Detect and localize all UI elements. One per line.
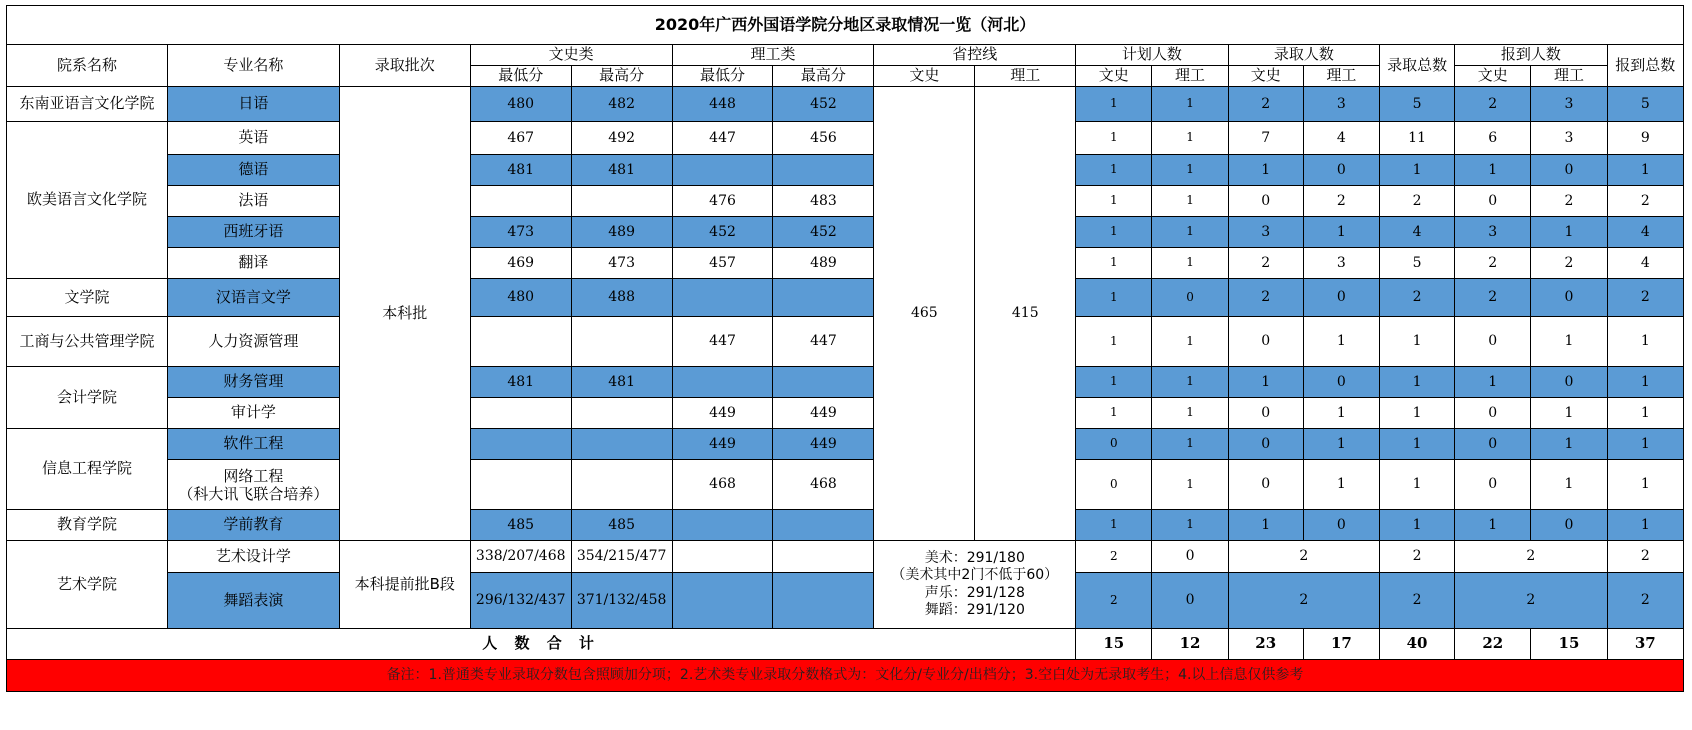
adm-total-cell: 5 (1380, 87, 1455, 122)
adm-lg-cell: 2 (1303, 186, 1379, 217)
rep-lg-cell: 2 (1531, 248, 1607, 279)
table-row (7, 541, 1684, 573)
adm-lg-cell: 1 (1303, 317, 1379, 367)
major-cell: 日语 (168, 87, 340, 122)
table-row (7, 155, 1684, 186)
rep-total-cell: 1 (1607, 398, 1683, 429)
art-control-line-1: 美术：291/180 (924, 549, 1025, 566)
plan-ws-cell: 2 (1076, 541, 1152, 573)
note-row (7, 660, 1684, 692)
rep-total-cell: 2 (1607, 279, 1683, 317)
control-line-ws-cell: 465 (874, 87, 975, 541)
rep-total-cell: 2 (1607, 541, 1683, 573)
table-row (7, 398, 1684, 429)
ws-min-cell (470, 186, 571, 217)
adm-ws-cell: 0 (1228, 460, 1303, 510)
lg-min-cell: 452 (672, 217, 773, 248)
lg-min-cell: 476 (672, 186, 773, 217)
rep-lg-cell: 2 (1531, 186, 1607, 217)
lg-min-cell (672, 573, 773, 629)
plan-lg-cell: 1 (1152, 398, 1228, 429)
lg-max-cell (773, 367, 874, 398)
ws-min-cell: 473 (470, 217, 571, 248)
rep-ws-cell: 0 (1455, 460, 1531, 510)
rep-lg-cell: 0 (1531, 279, 1607, 317)
ws-max-cell (571, 317, 672, 367)
lg-min-cell: 447 (672, 317, 773, 367)
lg-max-cell: 449 (773, 429, 874, 460)
rep-cell: 2 (1455, 573, 1607, 629)
rep-lg-cell: 3 (1531, 122, 1607, 155)
plan-lg-cell: 1 (1152, 217, 1228, 248)
plan-lg-cell: 0 (1152, 279, 1228, 317)
ws-max-cell (571, 186, 672, 217)
plan-lg-cell: 1 (1152, 460, 1228, 510)
adm-total-cell: 4 (1380, 217, 1455, 248)
plan-ws-cell: 1 (1076, 87, 1152, 122)
lg-max-cell: 456 (773, 122, 874, 155)
lg-max-cell: 483 (773, 186, 874, 217)
lg-max-cell: 447 (773, 317, 874, 367)
rep-ws-cell: 0 (1455, 186, 1531, 217)
lg-max-cell (773, 279, 874, 317)
ws-min-cell: 467 (470, 122, 571, 155)
header-adm-lg: 理工 (1303, 66, 1379, 87)
lg-max-cell: 489 (773, 248, 874, 279)
rep-lg-cell: 0 (1531, 155, 1607, 186)
plan-ws-cell: 1 (1076, 155, 1152, 186)
lg-min-cell: 449 (672, 398, 773, 429)
adm-lg-cell: 0 (1303, 279, 1379, 317)
rep-total-cell: 1 (1607, 460, 1683, 510)
ws-max-cell: 492 (571, 122, 672, 155)
adm-total-cell: 5 (1380, 248, 1455, 279)
table-row (7, 573, 1684, 629)
table-row (7, 279, 1684, 317)
major-cell: 英语 (168, 122, 340, 155)
rep-lg-cell: 0 (1531, 510, 1607, 541)
ws-max-cell (571, 398, 672, 429)
lg-min-cell (672, 367, 773, 398)
rep-total-cell: 2 (1607, 573, 1683, 629)
ws-min-cell (470, 429, 571, 460)
lg-min-cell (672, 279, 773, 317)
rep-total-cell: 2 (1607, 186, 1683, 217)
header-major: 专业名称 (168, 45, 340, 87)
college-cell: 艺术学院 (7, 541, 168, 629)
adm-ws-cell: 0 (1228, 398, 1303, 429)
ws-max-cell: 481 (571, 155, 672, 186)
adm-lg-cell: 3 (1303, 248, 1379, 279)
lg-min-cell: 457 (672, 248, 773, 279)
plan-lg-cell: 1 (1152, 87, 1228, 122)
major-cell: 艺术设计学 (168, 541, 340, 573)
total-rep-ws: 22 (1455, 629, 1531, 660)
ws-min-cell: 480 (470, 279, 571, 317)
adm-lg-cell: 1 (1303, 398, 1379, 429)
adm-total-cell: 11 (1380, 122, 1455, 155)
ws-max-cell: 485 (571, 510, 672, 541)
totals-label: 人 数 合 计 (7, 629, 1076, 660)
plan-ws-cell: 1 (1076, 186, 1152, 217)
adm-cell: 2 (1228, 541, 1379, 573)
table-row (7, 460, 1684, 510)
adm-ws-cell: 0 (1228, 186, 1303, 217)
rep-ws-cell: 1 (1455, 510, 1531, 541)
adm-ws-cell: 0 (1228, 317, 1303, 367)
adm-total-cell: 2 (1380, 573, 1455, 629)
major-cell: 法语 (168, 186, 340, 217)
lg-max-cell (773, 573, 874, 629)
adm-ws-cell: 2 (1228, 279, 1303, 317)
major-cell: 软件工程 (168, 429, 340, 460)
adm-lg-cell: 3 (1303, 87, 1379, 122)
ws-min-cell: 485 (470, 510, 571, 541)
college-cell: 工商与公共管理学院 (7, 317, 168, 367)
total-plan-lg: 12 (1152, 629, 1228, 660)
header-admitted: 录取人数 (1228, 45, 1379, 66)
header-lg-max: 最高分 (773, 66, 874, 87)
adm-lg-cell: 0 (1303, 510, 1379, 541)
college-cell: 教育学院 (7, 510, 168, 541)
art-control-line-cell (874, 541, 1076, 629)
total-rep-lg: 15 (1531, 629, 1607, 660)
adm-total-cell: 1 (1380, 398, 1455, 429)
plan-ws-cell: 1 (1076, 398, 1152, 429)
rep-ws-cell: 6 (1455, 122, 1531, 155)
rep-lg-cell: 0 (1531, 367, 1607, 398)
table-title: 2020年广西外国语学院分地区录取情况一览（河北） (7, 6, 1684, 45)
major-cell: 舞蹈表演 (168, 573, 340, 629)
table-row (7, 317, 1684, 367)
header-batch: 录取批次 (339, 45, 470, 87)
lg-max-cell: 452 (773, 217, 874, 248)
rep-ws-cell: 0 (1455, 429, 1531, 460)
note-text: 备注：1.普通类专业录取分数包含照顾加分项；2.艺术类专业录取分数格式为：文化分/专业分/出档分；3.空白处为无录取考生；4.以上信息仅供参考 (7, 660, 1684, 692)
rep-total-cell: 5 (1607, 87, 1683, 122)
admission-table-container (6, 5, 1684, 692)
plan-ws-cell: 1 (1076, 279, 1152, 317)
adm-lg-cell: 4 (1303, 122, 1379, 155)
adm-total-cell: 1 (1380, 155, 1455, 186)
plan-lg-cell: 1 (1152, 317, 1228, 367)
rep-ws-cell: 1 (1455, 367, 1531, 398)
adm-ws-cell: 0 (1228, 429, 1303, 460)
major-cell: 西班牙语 (168, 217, 340, 248)
rep-ws-cell: 3 (1455, 217, 1531, 248)
adm-total-cell: 2 (1380, 279, 1455, 317)
rep-ws-cell: 2 (1455, 248, 1531, 279)
rep-total-cell: 1 (1607, 510, 1683, 541)
header-plan: 计划人数 (1076, 45, 1228, 66)
college-cell: 欧美语言文化学院 (7, 122, 168, 279)
header-plan-ws: 文史 (1076, 66, 1152, 87)
rep-total-cell: 1 (1607, 367, 1683, 398)
lg-min-cell: 448 (672, 87, 773, 122)
rep-ws-cell: 0 (1455, 317, 1531, 367)
header-college: 院系名称 (7, 45, 168, 87)
adm-lg-cell: 1 (1303, 429, 1379, 460)
header-ctrl-lg: 理工 (975, 66, 1076, 87)
table-row (7, 248, 1684, 279)
admission-table (6, 5, 1684, 692)
lg-max-cell: 449 (773, 398, 874, 429)
plan-ws-cell: 1 (1076, 317, 1152, 367)
ws-max-cell: 488 (571, 279, 672, 317)
adm-ws-cell: 1 (1228, 367, 1303, 398)
adm-total-cell: 1 (1380, 460, 1455, 510)
adm-total-cell: 1 (1380, 317, 1455, 367)
plan-lg-cell: 1 (1152, 248, 1228, 279)
art-control-line-3: 声乐：291/128 (924, 584, 1025, 601)
ws-max-cell: 473 (571, 248, 672, 279)
major-cell: 汉语言文学 (168, 279, 340, 317)
ws-min-cell: 480 (470, 87, 571, 122)
adm-lg-cell: 1 (1303, 217, 1379, 248)
batch-cell-art: 本科提前批B段 (339, 541, 470, 629)
lg-min-cell: 447 (672, 122, 773, 155)
adm-cell: 2 (1228, 573, 1379, 629)
major-cell: 翻译 (168, 248, 340, 279)
ws-max-cell: 482 (571, 87, 672, 122)
major-cell: 财务管理 (168, 367, 340, 398)
plan-ws-cell: 1 (1076, 510, 1152, 541)
plan-ws-cell: 1 (1076, 248, 1152, 279)
table-row (7, 367, 1684, 398)
table-row (7, 122, 1684, 155)
plan-lg-cell: 1 (1152, 367, 1228, 398)
ws-min-cell: 296/132/437 (470, 573, 571, 629)
adm-lg-cell: 0 (1303, 155, 1379, 186)
rep-lg-cell: 1 (1531, 460, 1607, 510)
rep-lg-cell: 1 (1531, 429, 1607, 460)
adm-ws-cell: 7 (1228, 122, 1303, 155)
lg-max-cell (773, 155, 874, 186)
total-rep-total: 37 (1607, 629, 1683, 660)
ws-min-cell: 469 (470, 248, 571, 279)
rep-total-cell: 1 (1607, 429, 1683, 460)
lg-max-cell: 452 (773, 87, 874, 122)
header-rep-lg: 理工 (1531, 66, 1607, 87)
header-control-line: 省控线 (874, 45, 1076, 66)
college-cell: 东南亚语言文化学院 (7, 87, 168, 122)
lg-max-cell (773, 541, 874, 573)
plan-lg-cell: 1 (1152, 186, 1228, 217)
college-cell: 会计学院 (7, 367, 168, 429)
header-lg-min: 最低分 (672, 66, 773, 87)
lg-min-cell (672, 510, 773, 541)
header-reported-total: 报到总数 (1607, 45, 1683, 87)
major-cell: 审计学 (168, 398, 340, 429)
plan-ws-cell: 0 (1076, 429, 1152, 460)
table-row (7, 87, 1684, 122)
header-wenshi: 文史类 (470, 45, 672, 66)
adm-ws-cell: 2 (1228, 87, 1303, 122)
plan-lg-cell: 1 (1152, 510, 1228, 541)
total-plan-ws: 15 (1076, 629, 1152, 660)
plan-lg-cell: 0 (1152, 573, 1228, 629)
header-adm-ws: 文史 (1228, 66, 1303, 87)
art-control-line-4: 舞蹈：291/120 (924, 602, 1025, 618)
adm-lg-cell: 0 (1303, 367, 1379, 398)
plan-lg-cell: 1 (1152, 122, 1228, 155)
plan-ws-cell: 0 (1076, 460, 1152, 510)
lg-min-cell (672, 155, 773, 186)
table-row (7, 186, 1684, 217)
lg-max-cell (773, 510, 874, 541)
header-ws-min: 最低分 (470, 66, 571, 87)
header-ws-max: 最高分 (571, 66, 672, 87)
lg-max-cell: 468 (773, 460, 874, 510)
rep-lg-cell: 1 (1531, 217, 1607, 248)
ws-min-cell (470, 460, 571, 510)
major-cell: 德语 (168, 155, 340, 186)
rep-ws-cell: 1 (1455, 155, 1531, 186)
art-control-line-2: （美术其中2门不低于60） (891, 567, 1059, 583)
control-line-lg-cell: 415 (975, 87, 1076, 541)
table-row (7, 217, 1684, 248)
rep-lg-cell: 1 (1531, 398, 1607, 429)
major-cell (168, 460, 340, 510)
table-row (7, 429, 1684, 460)
lg-min-cell (672, 541, 773, 573)
rep-lg-cell: 1 (1531, 317, 1607, 367)
ws-max-cell: 481 (571, 367, 672, 398)
totals-row (7, 629, 1684, 660)
adm-ws-cell: 1 (1228, 510, 1303, 541)
ws-max-cell: 489 (571, 217, 672, 248)
rep-total-cell: 1 (1607, 155, 1683, 186)
major-note: （科大讯飞联合培养） (178, 484, 329, 503)
rep-ws-cell: 2 (1455, 279, 1531, 317)
plan-lg-cell: 1 (1152, 429, 1228, 460)
major-cell: 学前教育 (168, 510, 340, 541)
adm-total-cell: 2 (1380, 186, 1455, 217)
ws-min-cell: 338/207/468 (470, 541, 571, 573)
adm-ws-cell: 1 (1228, 155, 1303, 186)
rep-lg-cell: 3 (1531, 87, 1607, 122)
adm-total-cell: 1 (1380, 510, 1455, 541)
ws-min-cell (470, 317, 571, 367)
plan-lg-cell: 1 (1152, 155, 1228, 186)
adm-total-cell: 1 (1380, 429, 1455, 460)
adm-ws-cell: 2 (1228, 248, 1303, 279)
ws-min-cell (470, 398, 571, 429)
rep-cell: 2 (1455, 541, 1607, 573)
plan-ws-cell: 1 (1076, 217, 1152, 248)
header-ligong: 理工类 (672, 45, 874, 66)
major-cell: 人力资源管理 (168, 317, 340, 367)
rep-ws-cell: 0 (1455, 398, 1531, 429)
ws-min-cell: 481 (470, 155, 571, 186)
plan-ws-cell: 1 (1076, 122, 1152, 155)
table-row (7, 510, 1684, 541)
header-ctrl-ws: 文史 (874, 66, 975, 87)
rep-total-cell: 4 (1607, 217, 1683, 248)
ws-min-cell: 481 (470, 367, 571, 398)
header-reported: 报到人数 (1455, 45, 1607, 66)
ws-max-cell: 371/132/458 (571, 573, 672, 629)
rep-total-cell: 9 (1607, 122, 1683, 155)
ws-max-cell (571, 429, 672, 460)
total-adm-lg: 17 (1303, 629, 1379, 660)
rep-total-cell: 4 (1607, 248, 1683, 279)
plan-ws-cell: 1 (1076, 367, 1152, 398)
adm-ws-cell: 3 (1228, 217, 1303, 248)
adm-total-cell: 1 (1380, 367, 1455, 398)
lg-min-cell: 468 (672, 460, 773, 510)
batch-cell: 本科批 (339, 87, 470, 541)
ws-max-cell: 354/215/477 (571, 541, 672, 573)
ws-max-cell (571, 460, 672, 510)
lg-min-cell: 449 (672, 429, 773, 460)
header-rep-ws: 文史 (1455, 66, 1531, 87)
rep-total-cell: 1 (1607, 317, 1683, 367)
major-name: 网络工程 (223, 466, 284, 485)
plan-ws-cell: 2 (1076, 573, 1152, 629)
header-plan-lg: 理工 (1152, 66, 1228, 87)
header-admitted-total: 录取总数 (1380, 45, 1455, 87)
college-cell: 信息工程学院 (7, 429, 168, 510)
adm-total-cell: 2 (1380, 541, 1455, 573)
rep-ws-cell: 2 (1455, 87, 1531, 122)
plan-lg-cell: 0 (1152, 541, 1228, 573)
college-cell: 文学院 (7, 279, 168, 317)
total-adm-total: 40 (1380, 629, 1455, 660)
adm-lg-cell: 1 (1303, 460, 1379, 510)
total-adm-ws: 23 (1228, 629, 1303, 660)
